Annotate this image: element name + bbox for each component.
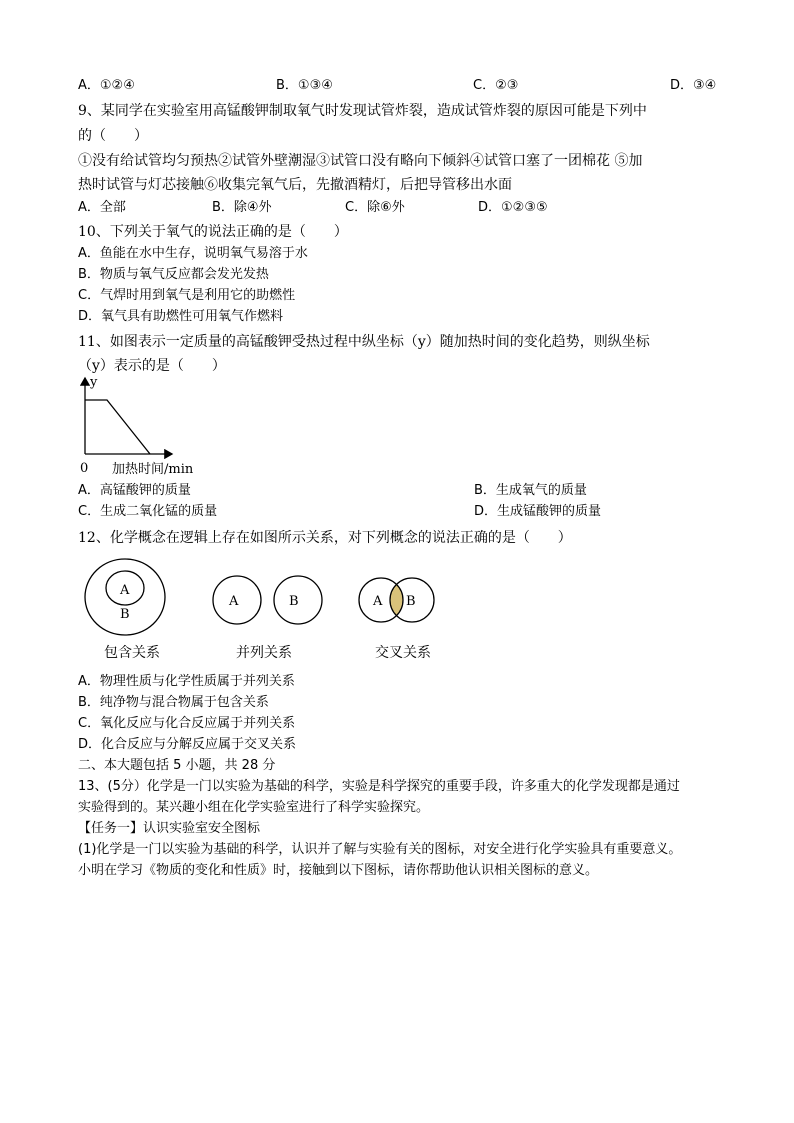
q12-diagrams xyxy=(70,552,470,667)
q8-option-a: A．①②④ xyxy=(78,78,135,93)
q11-stem-line1: 11、如图表示一定质量的高锰酸钾受热过程中纵坐标（y）随加热时间的变化趋势，则纵坐标 xyxy=(78,334,650,350)
q9-option-a: A．全部 xyxy=(78,200,126,215)
q13-p1-line2: 小明在学习《物质的变化和性质》时，接触到以下图标，请你帮助他认识相关图标的意义。 xyxy=(78,863,599,878)
q11-stem-line2: （y）表示的是（ ） xyxy=(78,358,226,374)
q13-line1: 13、(5分）化学是一门以实验为基础的科学，实验是科学探究的重要手段，许多重大的化学发现都是通过 xyxy=(78,779,680,794)
q9-option-d: D．①②③⑤ xyxy=(478,200,548,215)
inclusion-label-a: A xyxy=(120,583,130,598)
q11-option-c: C．生成二氧化锰的质量 xyxy=(78,504,218,519)
section2-heading: 二、本大题包括 5 小题，共 28 分 xyxy=(78,758,276,773)
q9-option-c: C．除⑥外 xyxy=(345,200,405,215)
q8-option-c: C．②③ xyxy=(473,78,519,93)
parallel-caption: 并列关系 xyxy=(236,645,292,661)
q11-x-label: 加热时间/min xyxy=(112,462,194,477)
q12-option-a: A．物理性质与化学性质属于并列关系 xyxy=(78,674,295,689)
q11-option-d: D．生成锰酸钾的质量 xyxy=(474,504,602,519)
q12-option-c: C．氧化反应与化合反应属于并列关系 xyxy=(78,716,296,731)
intersection-caption: 交叉关系 xyxy=(375,645,431,661)
q9-option-b: B．除④外 xyxy=(212,200,272,215)
q10-option-d: D．氧气具有助燃性可用氧气作燃料 xyxy=(78,309,284,324)
q13-task1-heading: 【任务一】认识实验室安全图标 xyxy=(78,821,261,836)
q11-option-a: A．高锰酸钾的质量 xyxy=(78,483,191,498)
q11-option-b: B．生成氧气的质量 xyxy=(474,483,587,498)
q11-curve xyxy=(85,400,150,454)
q9-items-line1: ①没有给试管均匀预热②试管外壁潮湿③试管口没有略向下倾斜④试管口塞了一团棉花 ⑤加 xyxy=(78,153,643,169)
q11-origin-label: 0 xyxy=(80,461,89,476)
q10-option-a: A．鱼能在水中生存，说明氧气易溶于水 xyxy=(78,246,308,261)
q10-option-b: B．物质与氧气反应都会发光发热 xyxy=(78,267,269,282)
q9-stem-line1: 9、某同学在实验室用高锰酸钾制取氧气时发现试管炸裂，造成试管炸裂的原因可能是下列中 xyxy=(78,103,647,119)
q13-p1-line1: (1)化学是一门以实验为基础的科学，认识并了解与实验有关的图标，对安全进行化学实验具有重要意义。 xyxy=(78,842,682,857)
intersection-label-a: A xyxy=(373,594,383,609)
q13-line2: 实验得到的。某兴趣小组在化学实验室进行了科学实验探究。 xyxy=(78,800,430,815)
inclusion-label-b: B xyxy=(120,607,130,622)
parallel-label-a: A xyxy=(229,594,239,609)
intersection-label-b: B xyxy=(406,594,416,609)
q12-stem: 12、化学概念在逻辑上存在如图所示关系，对下列概念的说法正确的是（ ） xyxy=(78,530,572,546)
inclusion-caption: 包含关系 xyxy=(104,645,160,661)
q9-items-line2: 热时试管与灯芯接触⑥收集完氧气后，先撤酒精灯，后把导管移出水面 xyxy=(78,177,512,193)
parallel-label-b: B xyxy=(289,594,299,609)
q12-option-b: B．纯净物与混合物属于包含关系 xyxy=(78,695,269,710)
q10-option-c: C．气焊时用到氧气是利用它的助燃性 xyxy=(78,288,296,303)
q10-stem: 10、下列关于氧气的说法正确的是（ ） xyxy=(78,224,348,240)
q12-option-d: D．化合反应与分解反应属于交叉关系 xyxy=(78,737,297,752)
q11-y-label: y xyxy=(90,375,98,390)
q11-graph xyxy=(70,372,210,478)
q8-option-d: D．③④ xyxy=(670,78,717,93)
q8-option-b: B．①③④ xyxy=(276,78,333,93)
q9-stem-line2: 的（ ） xyxy=(78,128,148,144)
